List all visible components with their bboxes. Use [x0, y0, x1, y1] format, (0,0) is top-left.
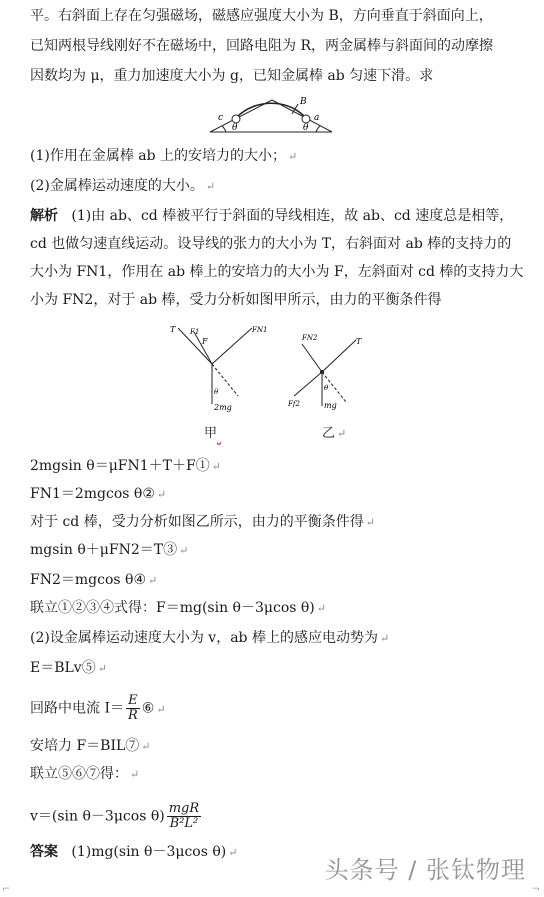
caption-a: 甲 — [204, 426, 218, 441]
label-F1-a: F1 — [190, 328, 200, 336]
force-FN1 — [212, 328, 252, 364]
equation-12: v＝(sin θ－3μcos θ) $\frac{\text{mgR}}{\text{B²L²}}$ — [30, 801, 200, 831]
solution-line-4: 小为 FN2，对于 ab 棒，受力分析如图甲所示，由力的平衡条件得 — [30, 292, 442, 308]
equation-3: 对于 cd 棒，受力分析如图乙所示，由力的平衡条件得 ↵ — [30, 514, 375, 530]
equation-11: 联立⑤⑥⑦得： ↵ — [30, 766, 140, 782]
fraction-mgR-over-B2L2: $\frac{\text{mgR}}{\text{B²L²}}$ — [168, 801, 200, 831]
angle-arc-right — [316, 126, 320, 132]
force-diagram-a — [166, 322, 276, 414]
incline-figure — [200, 90, 340, 138]
label-mg-a: 2mg — [214, 403, 232, 412]
corner-mark-left: ⌐ — [2, 884, 11, 895]
label-mg-b: mg — [324, 401, 337, 410]
contact-point — [320, 370, 324, 374]
label-FN1-a: FN1 — [252, 326, 268, 334]
label-a: a — [314, 113, 320, 123]
force-FN2 — [302, 344, 322, 372]
equation-9: 回路中电流 I＝ $\frac{E}{R}$ ⑥ ↵ — [30, 693, 166, 723]
answer-head: 答案 — [30, 844, 58, 860]
equation-6: 联立①②③④式得：F＝mg(sin θ－3μcos θ) ↵ — [30, 600, 326, 616]
answer-line: 答案 (1)mg(sin θ－3μcos θ) ↵ — [30, 844, 238, 860]
label-Ff2-b: Ff2 — [288, 400, 300, 408]
solution-line-1: 解析 (1)由 ab、cd 棒被平行于斜面的导线相连，故 ab、cd 速度总是相等， — [30, 208, 514, 224]
label-theta-left: θ — [232, 123, 238, 133]
watermark: 头条号 / 张钛物理 — [324, 856, 526, 884]
equation-8: E＝BLv⑤ ↵ — [30, 660, 107, 676]
label-B: B — [300, 97, 307, 107]
force-Ff2 — [294, 372, 322, 396]
rod-ab — [302, 115, 310, 123]
question-2: (2)金属棒运动速度的大小。 ↵ — [30, 178, 216, 194]
equation-1: 2mgsin θ＝μFN1＋T＋F① ↵ — [30, 458, 221, 474]
equation-7: (2)设金属棒运动速度大小为 v，ab 棒上的感应电动势为 ↵ — [30, 630, 390, 646]
problem-line-3: 因数均为 μ，重力加速度大小为 g，已知金属棒 ab 匀速下滑。求 — [30, 68, 434, 84]
force-diagram-b — [284, 330, 394, 416]
problem-line-2: 已知两根导线刚好不在磁场中，回路电阻为 R，两金属棒与斜面间的动摩擦 — [30, 38, 493, 54]
problem-line-1: 平。右斜面上存在匀强磁场，磁感应强度大小为 B，方向垂直于斜面向上， — [30, 8, 493, 24]
label-F-a: F — [202, 337, 208, 346]
solution-line-2: cd 也做匀速直线运动。设导线的张力的大小为 T，右斜面对 ab 棒的支持力的 — [30, 236, 512, 252]
solution-line-3: 大小为 FN1，作用在 ab 棒上的安培力的大小为 F，左斜面对 cd 棒的支持力大 — [30, 264, 524, 280]
label-T-b: T — [356, 337, 362, 346]
equation-5: FN2＝mgcos θ④ ↵ — [30, 572, 158, 588]
caption-b: 乙 ↵ — [322, 426, 347, 441]
rod-cd — [232, 115, 240, 123]
angle-arc-left — [222, 126, 226, 132]
label-c: c — [218, 113, 224, 123]
equation-2: FN1＝2mgcos θ② ↵ — [30, 486, 167, 502]
label-theta-right: θ — [303, 123, 309, 133]
label-theta-a: θ — [214, 388, 219, 396]
force-T-b — [322, 340, 356, 372]
fraction-E-over-R: $\frac{E}{R}$ — [127, 693, 138, 723]
question-1: (1)作用在金属棒 ab 上的安培力的大小； ↵ — [30, 148, 298, 164]
solution-head: 解析 — [30, 208, 58, 224]
corner-mark-right: ¬ — [531, 884, 540, 895]
label-T-a: T — [170, 325, 176, 334]
equation-4: mgsin θ＋μFN2＝T③ ↵ — [30, 542, 189, 558]
label-theta-b: θ — [324, 384, 329, 392]
equation-10: 安培力 F＝BIL⑦ ↵ — [30, 738, 151, 754]
label-FN2-b: FN2 — [302, 334, 318, 342]
